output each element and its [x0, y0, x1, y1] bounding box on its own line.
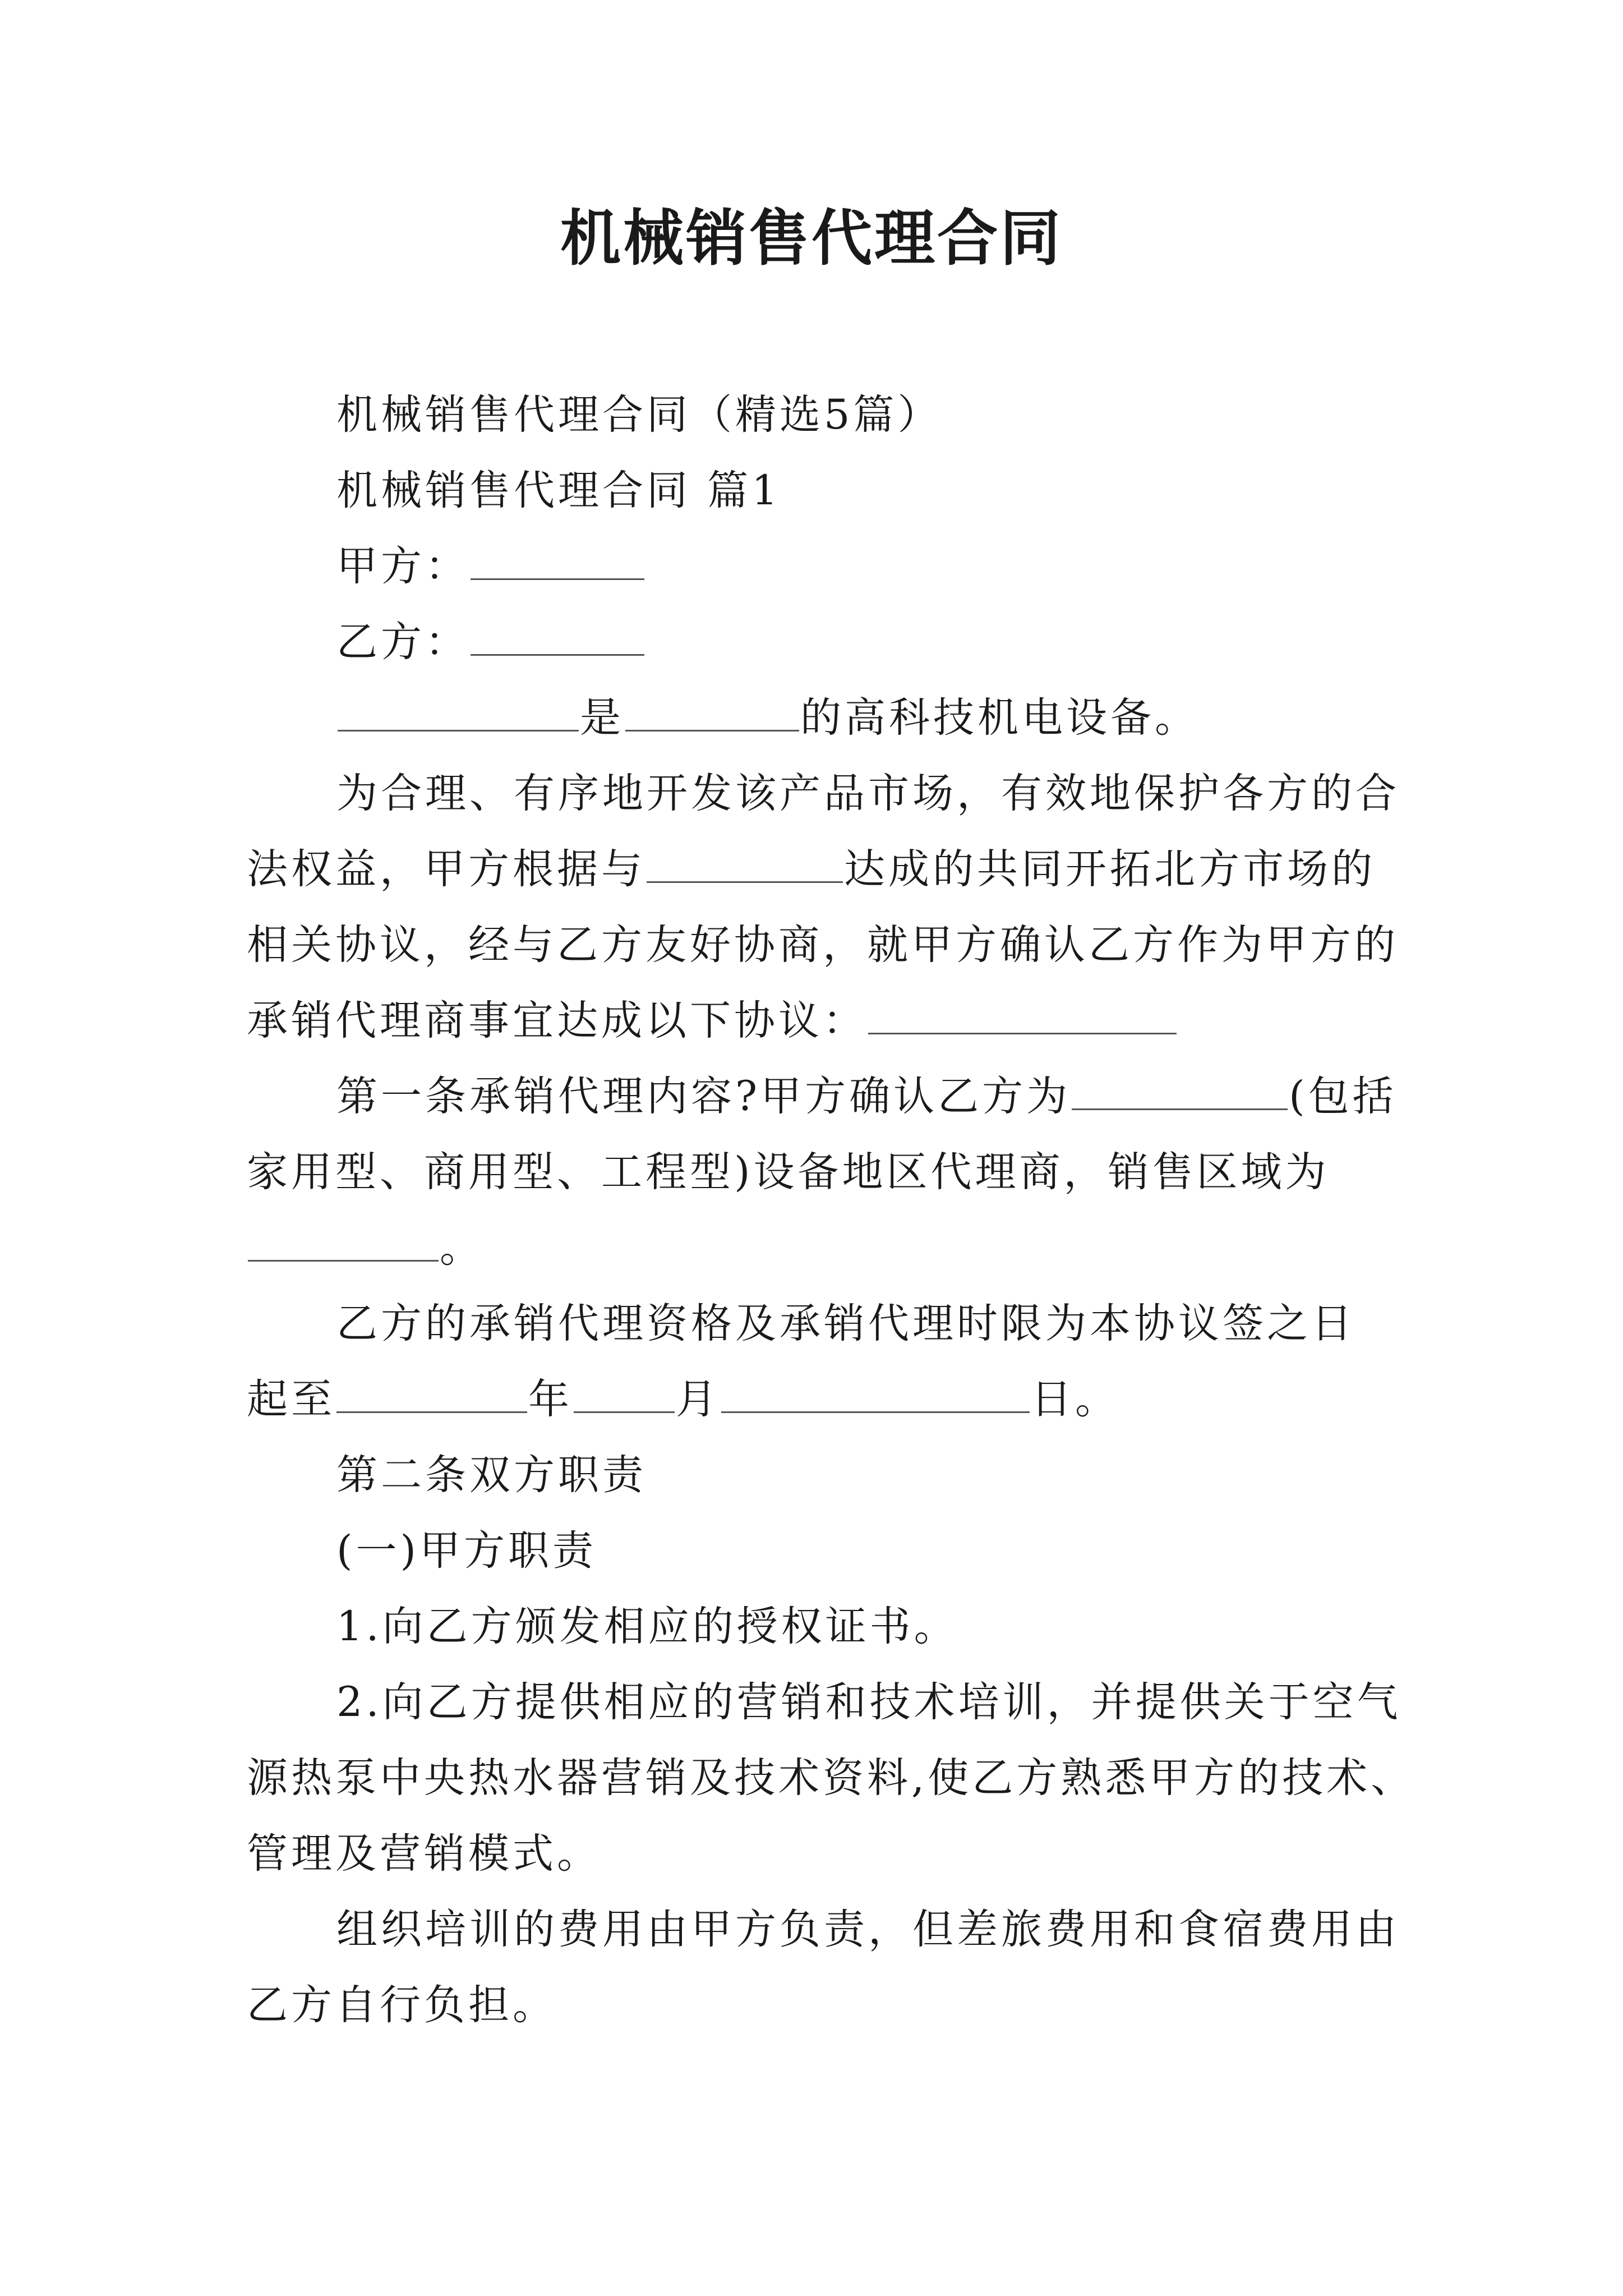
fill-in-blank — [574, 1373, 675, 1413]
text-line-party-b — [336, 614, 645, 670]
text-line-p3-l2 — [247, 1977, 557, 2033]
text-segment: 第二条双方职责 — [336, 1451, 647, 1499]
fill-in-blank — [248, 1222, 439, 1262]
text-segment: 第一条承销代理内容?甲方确认乙方为 — [336, 1073, 1071, 1120]
text-line-chapter — [336, 463, 781, 519]
text-line-a1-l3 — [247, 1220, 484, 1276]
text-segment: 机械销售代理合同（精选5篇） — [336, 391, 942, 439]
text-line-party-a — [336, 539, 645, 595]
text-line-item2-l2 — [247, 1750, 1415, 1806]
text-segment: 月 — [676, 1375, 720, 1423]
text-line-subtitle — [336, 387, 942, 443]
text-segment: (包括 — [1289, 1073, 1397, 1120]
fill-in-blank — [471, 616, 644, 656]
text-segment: 相关协议，经与乙方友好协商，就甲方确认乙方作为甲方的 — [247, 921, 1399, 969]
text-line-p2-l2 — [247, 1372, 1119, 1428]
text-segment: 达成的共同开拓北方市场的 — [844, 845, 1376, 893]
fill-in-blank — [868, 995, 1177, 1034]
text-segment: (一)甲方职责 — [336, 1527, 597, 1575]
fill-in-blank — [1072, 1070, 1288, 1110]
text-segment: 起至 — [247, 1375, 335, 1423]
text-segment: 法权益，甲方根据与 — [247, 845, 645, 893]
text-line-p2-l1 — [336, 1296, 1355, 1352]
text-line-p1-l3 — [247, 917, 1399, 973]
text-segment: 2.向乙方提供相应的营销和技术培训，并提供关于空气 — [336, 1678, 1401, 1726]
text-segment: 源热泵中央热水器营销及技术资料,使乙方熟悉甲方的技术、 — [247, 1754, 1415, 1802]
text-segment: 机械销售代理合同 篇1 — [336, 467, 781, 514]
text-segment: 甲方： — [336, 542, 469, 590]
text-segment: 1.向乙方颁发相应的授权证书。 — [336, 1603, 958, 1650]
text-segment: 管理及营销模式。 — [247, 1830, 601, 1878]
text-line-item2-l1 — [336, 1674, 1401, 1731]
text-line-p3-l1 — [336, 1902, 1400, 1958]
text-line-item1 — [336, 1599, 958, 1655]
text-line-a2-sec1 — [336, 1523, 597, 1579]
text-segment: 为合理、有序地开发该产品市场，有效地保护各方的合 — [336, 770, 1400, 817]
text-line-a1-l2 — [247, 1144, 1329, 1200]
text-segment: 乙方自行负担。 — [247, 1981, 557, 2029]
text-segment: 。 — [440, 1224, 484, 1272]
fill-in-blank — [647, 843, 843, 883]
text-line-p1-l4 — [247, 993, 1178, 1049]
text-line-p1-l1 — [336, 766, 1400, 822]
text-line-product — [336, 690, 1199, 746]
text-segment: 乙方的承销代理资格及承销代理时限为本协议签之日 — [336, 1300, 1355, 1347]
text-line-a2 — [336, 1447, 647, 1503]
fill-in-blank — [471, 540, 644, 580]
fill-in-blank — [625, 692, 799, 731]
fill-in-blank — [336, 1373, 527, 1413]
text-segment: 日。 — [1031, 1375, 1119, 1423]
fill-in-blank — [338, 692, 579, 731]
text-segment: 家用型、商用型、工程型)设备地区代理商，销售区域为 — [247, 1148, 1330, 1196]
text-segment: 组织培训的费用由甲方负责，但差旅费用和食宿费用由 — [336, 1906, 1400, 1953]
text-segment: 的高科技机电设备。 — [800, 694, 1199, 742]
fill-in-blank — [721, 1373, 1030, 1413]
text-line-item2-l3 — [247, 1826, 601, 1882]
text-segment: 年 — [528, 1375, 573, 1423]
text-segment: 乙方： — [336, 618, 469, 666]
text-segment: 承销代理商事宜达成以下协议： — [247, 997, 867, 1045]
text-line-a1-l1 — [336, 1069, 1397, 1125]
document-title: 机械销售代理合同 — [560, 203, 1063, 274]
text-line-p1-l2 — [247, 841, 1376, 898]
text-segment: 是 — [580, 694, 624, 742]
